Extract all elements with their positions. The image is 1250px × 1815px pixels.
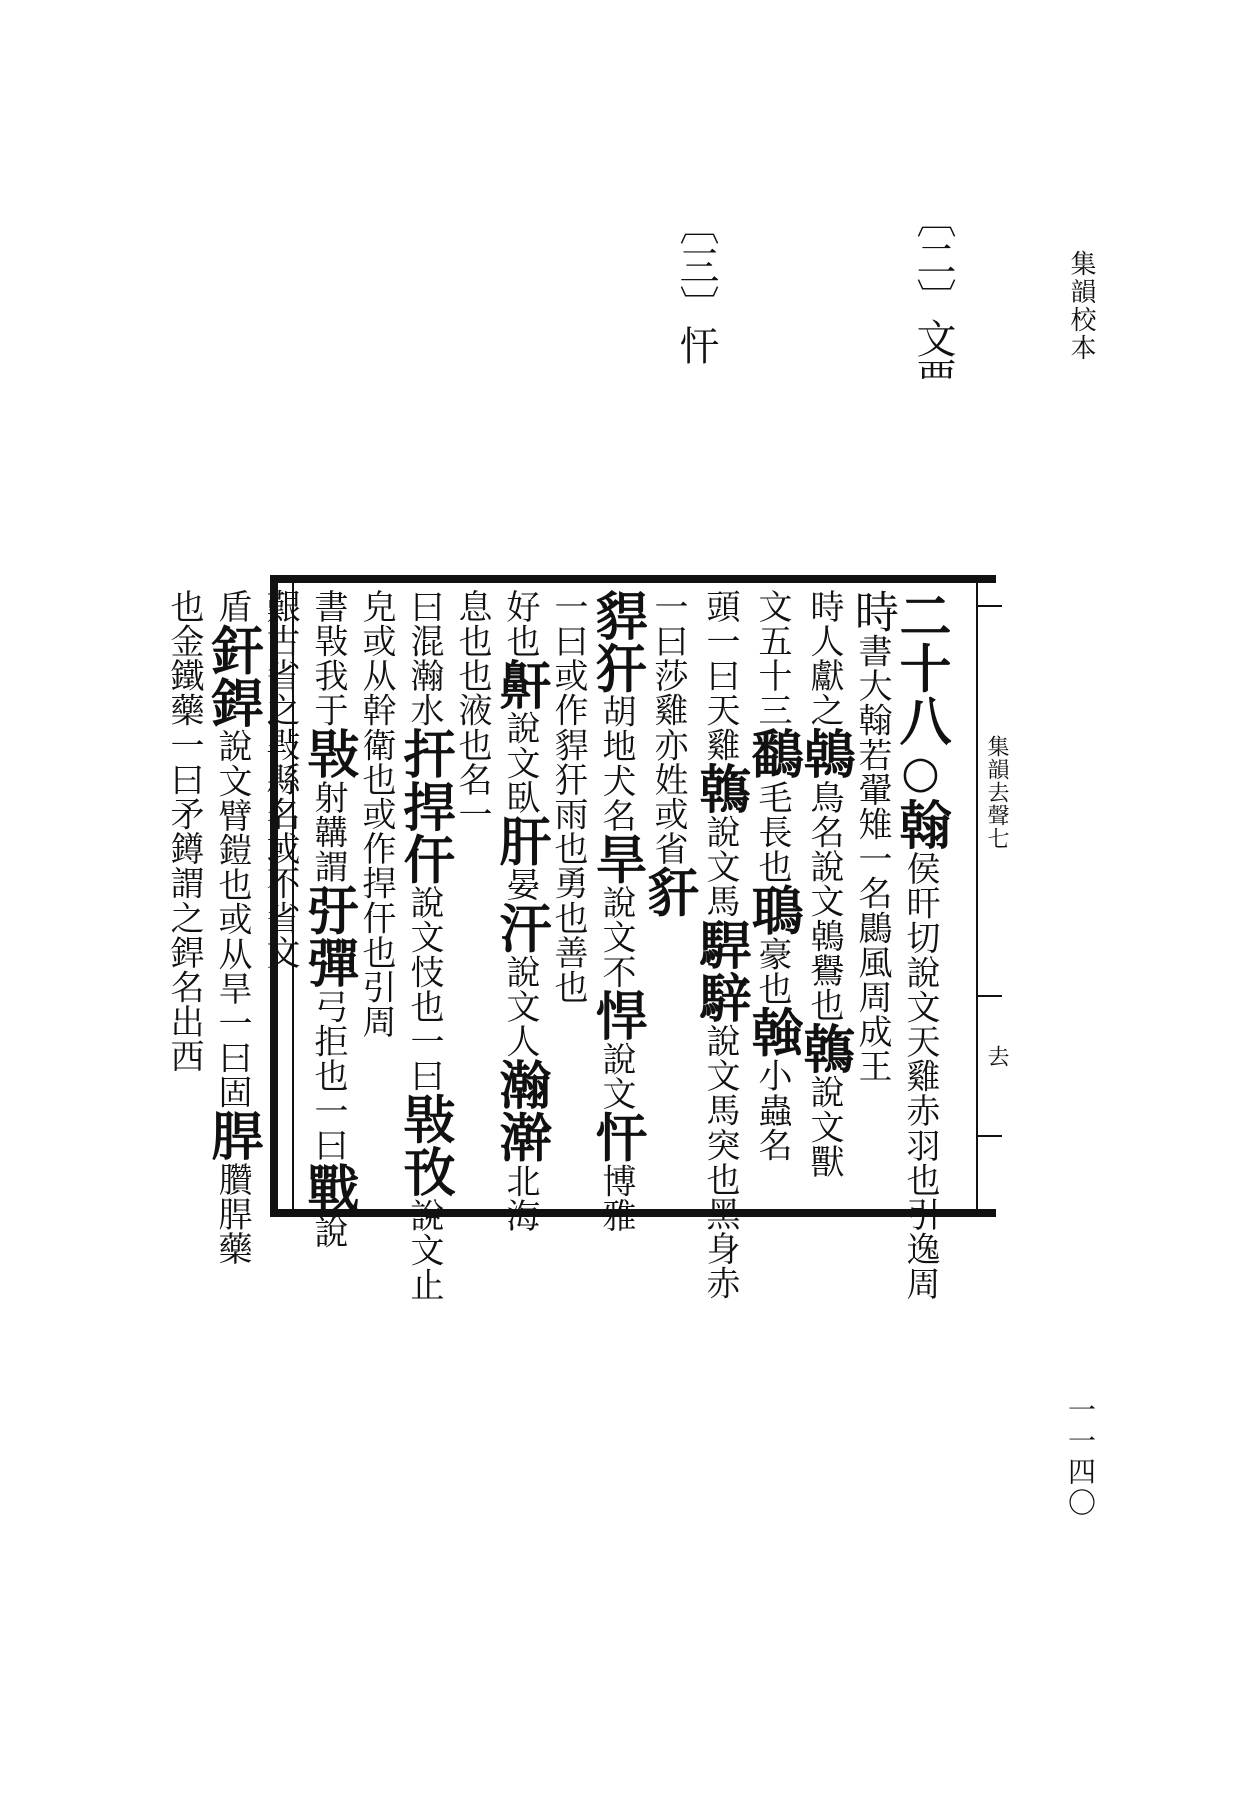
text-column (690, 589, 751, 1301)
text-column (546, 589, 590, 1203)
headword: 鼾 (490, 658, 551, 711)
text-column (394, 589, 455, 1302)
text-column (354, 589, 398, 1203)
headword: 鷭 (742, 727, 803, 781)
gloss-text: 北海 (500, 1163, 540, 1233)
headword: 鶾 (794, 1022, 855, 1075)
gloss-text: 時人獻之 (804, 589, 844, 728)
gloss-text: 雨也 (548, 796, 588, 866)
text-column (638, 589, 699, 1203)
text-column (258, 589, 302, 1203)
gloss-text: 臢䏷藥 (212, 1162, 252, 1266)
headword: 釬銲 (202, 623, 263, 729)
headword: 鵫 (794, 727, 855, 781)
headword: 戰 (298, 1162, 359, 1215)
margin-title: 集韻去聲七 (984, 735, 1009, 850)
gloss-text: 黑身赤 (700, 1196, 740, 1301)
gloss-text: 胡地犬名 (596, 694, 636, 833)
gloss-text: 名一 (452, 762, 492, 832)
headword: 悍 (586, 989, 647, 1042)
gloss-text: 說文 (596, 1041, 636, 1111)
headword: 㪋攼 (394, 1092, 455, 1199)
book-title: 集韻校本 (1066, 250, 1096, 362)
text-column (742, 589, 803, 1203)
gloss-text: 說文馬突也 (700, 1023, 740, 1197)
gloss-text: 說文忮也一曰 (404, 885, 444, 1093)
gloss-text: 好也 (500, 589, 540, 659)
text-column (890, 589, 951, 1301)
gloss-text: 皃或从幹 (356, 589, 396, 728)
gloss-text: 毛長也 (752, 780, 792, 884)
headword: 汗 (490, 901, 551, 955)
gloss-text: 之㪋 (260, 692, 300, 763)
gloss-text: 一曰莎雞 (648, 589, 688, 728)
text-column (847, 589, 898, 1203)
headword: 鶾 (690, 762, 751, 815)
margin-rule (976, 995, 1002, 997)
text-block-frame (164, 575, 996, 1302)
gloss-text: 書㪋我于 (308, 589, 348, 728)
gloss-text: 博雅 (596, 1163, 636, 1233)
gloss-text: 小蟲名 (752, 1058, 792, 1163)
gloss-text: 說文不 (596, 885, 636, 990)
text-column (162, 589, 206, 1203)
text-column (202, 589, 263, 1266)
gloss-text: 也 (164, 589, 204, 624)
headword: 瀚澣 (490, 1058, 551, 1164)
gloss-text: 說文臂鎧也或从旱一曰固 (212, 728, 252, 1110)
gloss-text: 液也 (452, 692, 492, 763)
headword: 忓 (586, 1110, 647, 1164)
gloss-text: 曰混瀚水 (404, 589, 444, 728)
gloss-text: 說 (308, 1214, 348, 1250)
headword: 鵈 (742, 883, 803, 937)
page-number: 一一四〇 (1064, 1395, 1097, 1519)
gloss-text: 頭一曰天雞 (700, 589, 740, 762)
gloss-text: 衛也或作捍仠 (356, 727, 396, 936)
gloss-text: 說文人 (500, 954, 540, 1059)
gloss-text: 一曰 (548, 589, 588, 659)
gloss-text: 名出西 (164, 969, 204, 1074)
text-column (450, 589, 494, 1203)
gloss-text: 金鐵藥一曰矛鐏謂之銲 (164, 623, 204, 970)
text-columns (164, 589, 951, 1302)
collation-note-2: 〔二〕文覀 (910, 198, 956, 398)
gloss-text: 文五十三 (752, 589, 792, 728)
gloss-text: 也 (452, 658, 492, 693)
gloss-text: 豪也 (752, 936, 792, 1006)
margin-rule (976, 605, 1002, 607)
headword: 駻騂 (690, 918, 751, 1024)
headword: 肝 (490, 814, 551, 868)
gloss-text: 晏 (500, 867, 540, 902)
headword: 二十八 (890, 589, 951, 747)
headword: 扞捍仠 (394, 727, 455, 886)
headword: 弙彈 (298, 883, 359, 990)
headword: 豻 (638, 865, 699, 919)
text-column (490, 589, 551, 1233)
gloss-text: 說文止 (404, 1198, 444, 1302)
gloss-text: 侯旰切說文天雞赤羽也引逸周 (900, 851, 940, 1301)
headword: 貋犴 (586, 589, 647, 695)
gloss-text: 弓拒也一曰 (308, 989, 348, 1163)
gloss-text: 說文馬 (700, 814, 740, 919)
headword: 䏷 (202, 1109, 263, 1163)
gloss-text: 善也 (548, 935, 588, 1005)
headword: 翰 (890, 798, 951, 852)
margin-rule (976, 1135, 1002, 1137)
margin-strip (976, 575, 1009, 1217)
gloss-text: 勇也 (548, 865, 588, 936)
gloss-text: 說文獸 (804, 1074, 844, 1179)
gloss-text: 盾 (212, 589, 252, 624)
gloss-text: 說文臥 (500, 710, 540, 815)
gloss-text: ○ (895, 746, 946, 799)
gloss-text: 也引周 (356, 935, 396, 1039)
margin-section: 去 (984, 1045, 1009, 1067)
text-column (794, 589, 855, 1203)
gloss-text: 息也 (452, 589, 492, 659)
text-column (298, 589, 359, 1250)
gloss-text: 鳥名說文鵫鸒也 (804, 780, 844, 1023)
gloss-text: 縣名或不省 (260, 762, 300, 936)
gloss-text: 時 (847, 589, 898, 634)
collation-note-3: 〔三〕忓 (673, 205, 719, 365)
gloss-text: 亦姓或省 (648, 727, 688, 866)
gloss-text: 射韝謂 (308, 780, 348, 884)
headword: 㪋 (298, 727, 359, 781)
headword: 旱 (586, 832, 647, 886)
text-column (586, 589, 647, 1233)
gloss-text: 文 (260, 935, 300, 970)
headword: 螒 (742, 1005, 803, 1059)
gloss-text: 或作貋犴 (548, 658, 588, 797)
gloss-text: 書大翰若翬雉一名鷐風周成王 (852, 633, 892, 1084)
gloss-text: 艱古省 (260, 589, 300, 693)
